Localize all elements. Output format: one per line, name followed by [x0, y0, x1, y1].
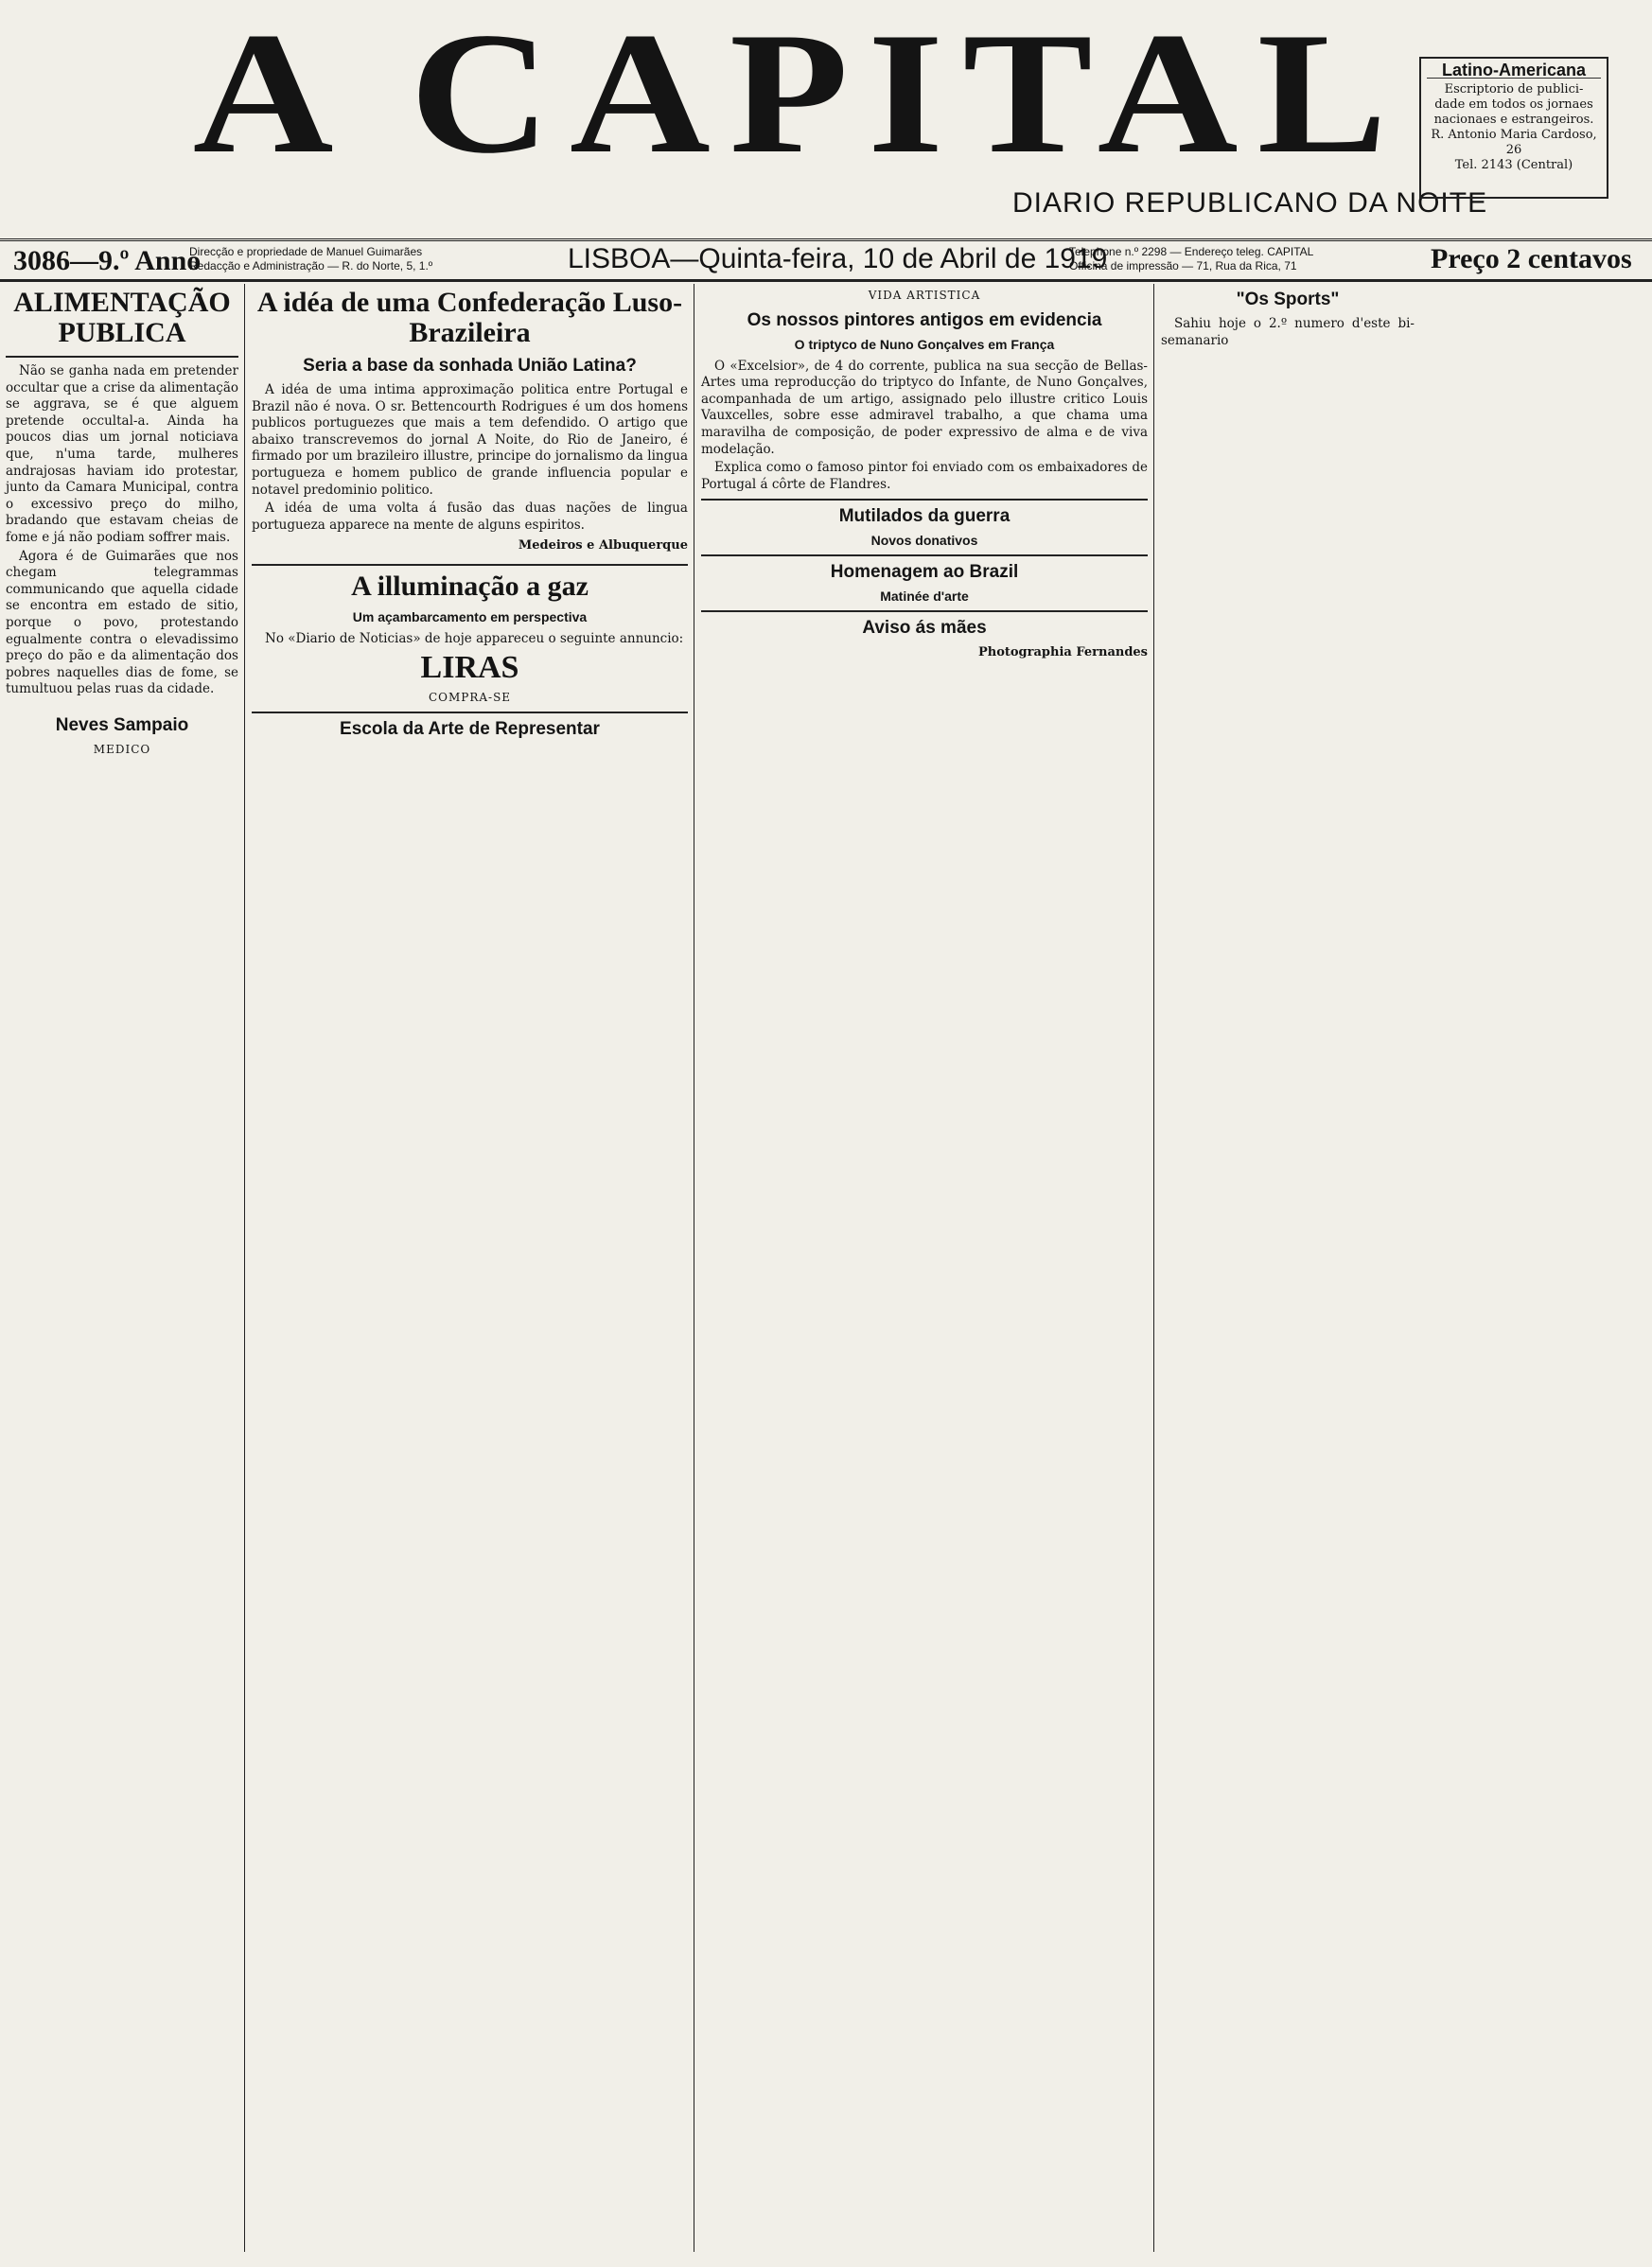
- paragraph: A idéa de uma intima approximação politica entre Portugal e Brazil não é nova. O sr. Bettencourth Rodrigues é um dos homens publicos portuguezes que mais a tem defendido. O artigo que abaixo transcrevemos do jornal A Noite, do Rio de Janeiro, é firmado por um brazileiro illustre, principe do jornalismo da lingua portugueza e homem publico de grande influencia popular e notavel predominio politico.: [252, 382, 688, 498]
- price: Preço 2 centavos: [1431, 243, 1632, 274]
- column-rule: [1153, 284, 1154, 2252]
- subheadline: Matinée d'arte: [880, 589, 969, 605]
- newspaper-title: A CAPITAL: [192, 0, 1407, 189]
- divider: [701, 499, 1148, 501]
- headline: Homenagem ao Brazil: [830, 562, 1019, 583]
- headline: A illuminação a gaz: [351, 570, 589, 602]
- column-rule: [244, 284, 245, 2252]
- issue-number: 3086—9.º Anno: [13, 245, 202, 276]
- masthead: [0, 0, 1652, 237]
- direction-line: Redacção e Administração — R. do Norte, 5, 1.º: [189, 259, 433, 272]
- paragraph: O «Excelsior», de 4 do corrente, publica na sua secção de Bellas-Artes uma reproducção do triptyco do Infante, de Nuno Gonçalves, acompanhada de um artigo, assignado pelo illustre critico Louis Vauxcelles, sobre esse admiravel trabalho, a que chama uma maravilha de composição, de poder expressivo de alma e de viva modelação.: [701, 358, 1148, 457]
- subheadline: Novos donativos: [870, 533, 978, 549]
- ad-box-line: R. Antonio Maria Cardoso, 26: [1431, 128, 1597, 157]
- ad-line: COMPRA-SE: [428, 690, 512, 704]
- headline: Mutilados da guerra: [838, 506, 1011, 527]
- headline: A idéa de uma Confederação Luso-Brazileira: [256, 287, 683, 348]
- ad-box-line: Tel. 2143 (Central): [1454, 158, 1573, 172]
- paragraph: Explica como o famoso pintor foi enviado com os embaixadores de Portugal á côrte de Flandres.: [701, 460, 1148, 492]
- headline: Escola da Arte de Representar: [340, 719, 600, 740]
- ad-box: [1419, 57, 1608, 199]
- headline: "Os Sports": [1236, 290, 1340, 309]
- divider: [701, 554, 1148, 556]
- headline: ALIMENTAÇÃO PUBLICA: [13, 287, 231, 348]
- divider: [252, 564, 688, 566]
- telephone-info: [1069, 245, 1313, 273]
- subheadline: Um açambarcamento em perspectiva: [352, 608, 588, 624]
- column-1: [0, 284, 244, 2252]
- divider: [6, 356, 238, 358]
- section-kicker: VIDA ARTISTICA: [868, 289, 981, 302]
- newspaper-subtitle: DIARIO REPUBLICANO DA NOITE: [1012, 187, 1488, 219]
- subheadline: O triptyco de Nuno Gonçalves em França: [794, 336, 1055, 352]
- divider: [252, 712, 688, 713]
- paragraph: Não se ganha nada em pretender occultar que a crise da alimentação se aggrava, se é que alguem pretende occultal-a. Ainda ha poucos dias um jornal noticiava que, n'uma tarde, mulheres andrajosas haviam ido protestar, junto da Camara Municipal, contra o excessivo preço do milho, bradando que estavam cheias de fome e já não podiam soffrer mais.: [6, 363, 238, 545]
- subheadline: Seria a base da sonhada União Latina?: [303, 356, 637, 376]
- headline: Aviso ás mães: [862, 618, 987, 639]
- column-3: [695, 284, 1153, 2252]
- headline: Os nossos pintores antigos em evidencia: [747, 309, 1102, 330]
- column-2: [246, 284, 694, 2252]
- ad-box-line: Escriptorio de publici-: [1444, 82, 1584, 97]
- paragraph: Sahiu hoje o 2.º numero d'este bi-semanario: [1161, 316, 1415, 348]
- column-4: [1155, 284, 1420, 2252]
- paragraph: Agora é de Guimarães que nos chegam telegrammas communicando que aquella cidade se encontra em estado de sitio, porque o povo, protestando egualmente contra o elevadissimo preço do pão e da alimentação dos pobres naquelles dias de fome, se tumultuou pelas ruas da cidade.: [6, 548, 238, 697]
- ad-box-line: dade em todos os jornaes: [1434, 97, 1593, 112]
- paragraph: No «Diario de Noticias» de hoje appareceu o seguinte annuncio:: [265, 630, 684, 646]
- direction-line: Direcção e propriedade de Manuel Guimarães: [189, 245, 423, 258]
- direction-info: [189, 245, 432, 273]
- ad-title: LIRAS: [420, 649, 519, 685]
- ad-box-line: nacionaes e estrangeiros.: [1433, 113, 1594, 127]
- publication-date: LISBOA—Quinta-feira, 10 de Abril de 1919: [568, 243, 1108, 274]
- ad-box-title: Latino-Americana: [1427, 62, 1601, 79]
- byline: Medeiros e Albuquerque: [518, 538, 688, 554]
- paragraph: A idéa de uma volta á fusão das duas nações de lingua portugueza apparece na mente de alguns espiritos.: [252, 501, 688, 533]
- telephone-line: Telephone n.º 2298 — Endereço teleg. CAPITAL: [1069, 245, 1314, 258]
- footer-credit: Photographia Fernandes: [977, 645, 1148, 660]
- divider: [701, 610, 1148, 612]
- signature-title: MEDICO: [93, 742, 151, 756]
- telephone-line: Officina de impressão — 71, Rua da Rica, 71: [1069, 259, 1297, 272]
- dateline: [0, 238, 1652, 282]
- signature: Neves Sampaio: [55, 714, 189, 735]
